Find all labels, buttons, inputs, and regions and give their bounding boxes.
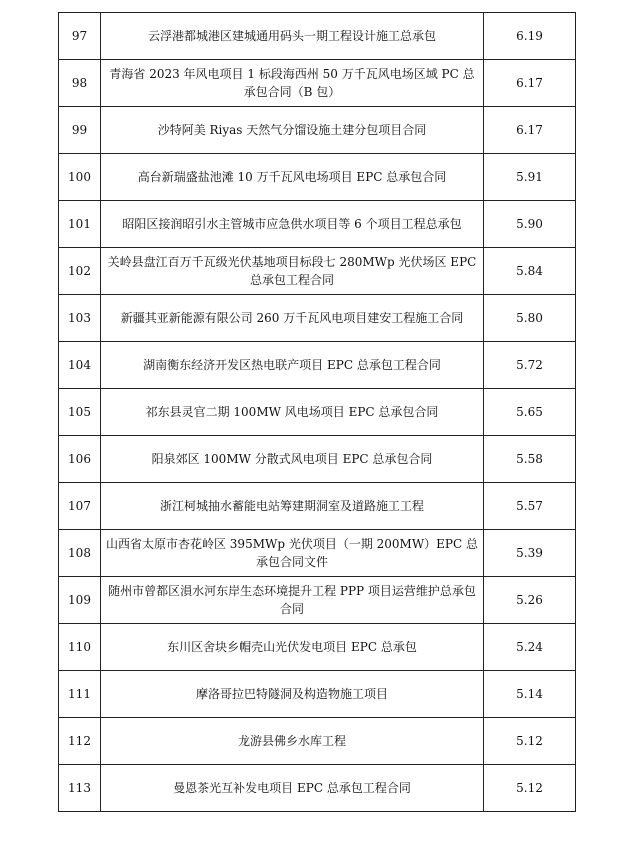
table-row [59,60,576,107]
project-value: 5.65 [484,389,576,436]
project-name: 摩洛哥拉巴特隧洞及构造物施工项目 [101,671,484,718]
row-number: 98 [59,60,101,107]
table-row [59,342,576,389]
table-row [59,107,576,154]
project-value: 5.90 [484,201,576,248]
row-number: 113 [59,765,101,812]
row-number: 107 [59,483,101,530]
project-name: 昭阳区接润昭引水主管城市应急供水项目等 6 个项目工程总承包 [101,201,484,248]
row-number: 104 [59,342,101,389]
table-row [59,295,576,342]
row-number: 111 [59,671,101,718]
row-number: 102 [59,248,101,295]
project-name: 关岭县盘江百万千瓦级光伏基地项目标段七 280MWp 光伏场区 EPC 总承包工程合同 [101,248,484,295]
row-number: 101 [59,201,101,248]
project-value: 5.58 [484,436,576,483]
table-row [59,201,576,248]
project-name: 龙游县佛乡水库工程 [101,718,484,765]
project-value: 5.12 [484,718,576,765]
table-row [59,154,576,201]
project-name: 云浮港都城港区建城通用码头一期工程设计施工总承包 [101,13,484,60]
table-row [59,483,576,530]
table-row [59,671,576,718]
table-row [59,13,576,60]
project-name: 东川区舍块乡帽壳山光伏发电项目 EPC 总承包 [101,624,484,671]
project-value: 5.57 [484,483,576,530]
row-number: 110 [59,624,101,671]
project-value: 5.12 [484,765,576,812]
table-row [59,718,576,765]
project-value: 5.26 [484,577,576,624]
project-name: 山西省太原市杏花岭区 395MWp 光伏项目（一期 200MW）EPC 总承包合同文件 [101,530,484,577]
row-number: 109 [59,577,101,624]
table-row [59,765,576,812]
project-table-body [59,13,576,812]
project-name: 高台新瑞盛盐池滩 10 万千瓦风电场项目 EPC 总承包合同 [101,154,484,201]
row-number: 99 [59,107,101,154]
row-number: 112 [59,718,101,765]
row-number: 106 [59,436,101,483]
row-number: 108 [59,530,101,577]
table-row [59,530,576,577]
table-row [59,248,576,295]
table-row [59,436,576,483]
project-value: 5.14 [484,671,576,718]
project-table [58,12,576,812]
project-name: 祁东县灵官二期 100MW 风电场项目 EPC 总承包合同 [101,389,484,436]
project-value: 6.17 [484,107,576,154]
project-value: 5.91 [484,154,576,201]
project-value: 6.19 [484,13,576,60]
project-value: 6.17 [484,60,576,107]
project-name: 新疆其亚新能源有限公司 260 万千瓦风电项目建安工程施工合同 [101,295,484,342]
project-name: 青海省 2023 年风电项目 1 标段海西州 50 万千瓦风电场区域 PC 总承包合同（B 包） [101,60,484,107]
project-name: 沙特阿美 Riyas 天然气分馏设施土建分包项目合同 [101,107,484,154]
project-value: 5.39 [484,530,576,577]
table-row [59,389,576,436]
project-name: 浙江柯城抽水蓄能电站筹建期洞室及道路施工工程 [101,483,484,530]
row-number: 103 [59,295,101,342]
row-number: 100 [59,154,101,201]
row-number: 105 [59,389,101,436]
project-name: 阳泉郊区 100MW 分散式风电项目 EPC 总承包合同 [101,436,484,483]
project-value: 5.80 [484,295,576,342]
project-value: 5.72 [484,342,576,389]
table-row [59,624,576,671]
project-name: 湖南衡东经济开发区热电联产项目 EPC 总承包工程合同 [101,342,484,389]
project-name: 随州市曾都区溳水河东岸生态环境提升工程 PPP 项目运营维护总承包合同 [101,577,484,624]
row-number: 97 [59,13,101,60]
table-row [59,577,576,624]
project-name: 曼恩茶光互补发电项目 EPC 总承包工程合同 [101,765,484,812]
project-value: 5.24 [484,624,576,671]
project-value: 5.84 [484,248,576,295]
